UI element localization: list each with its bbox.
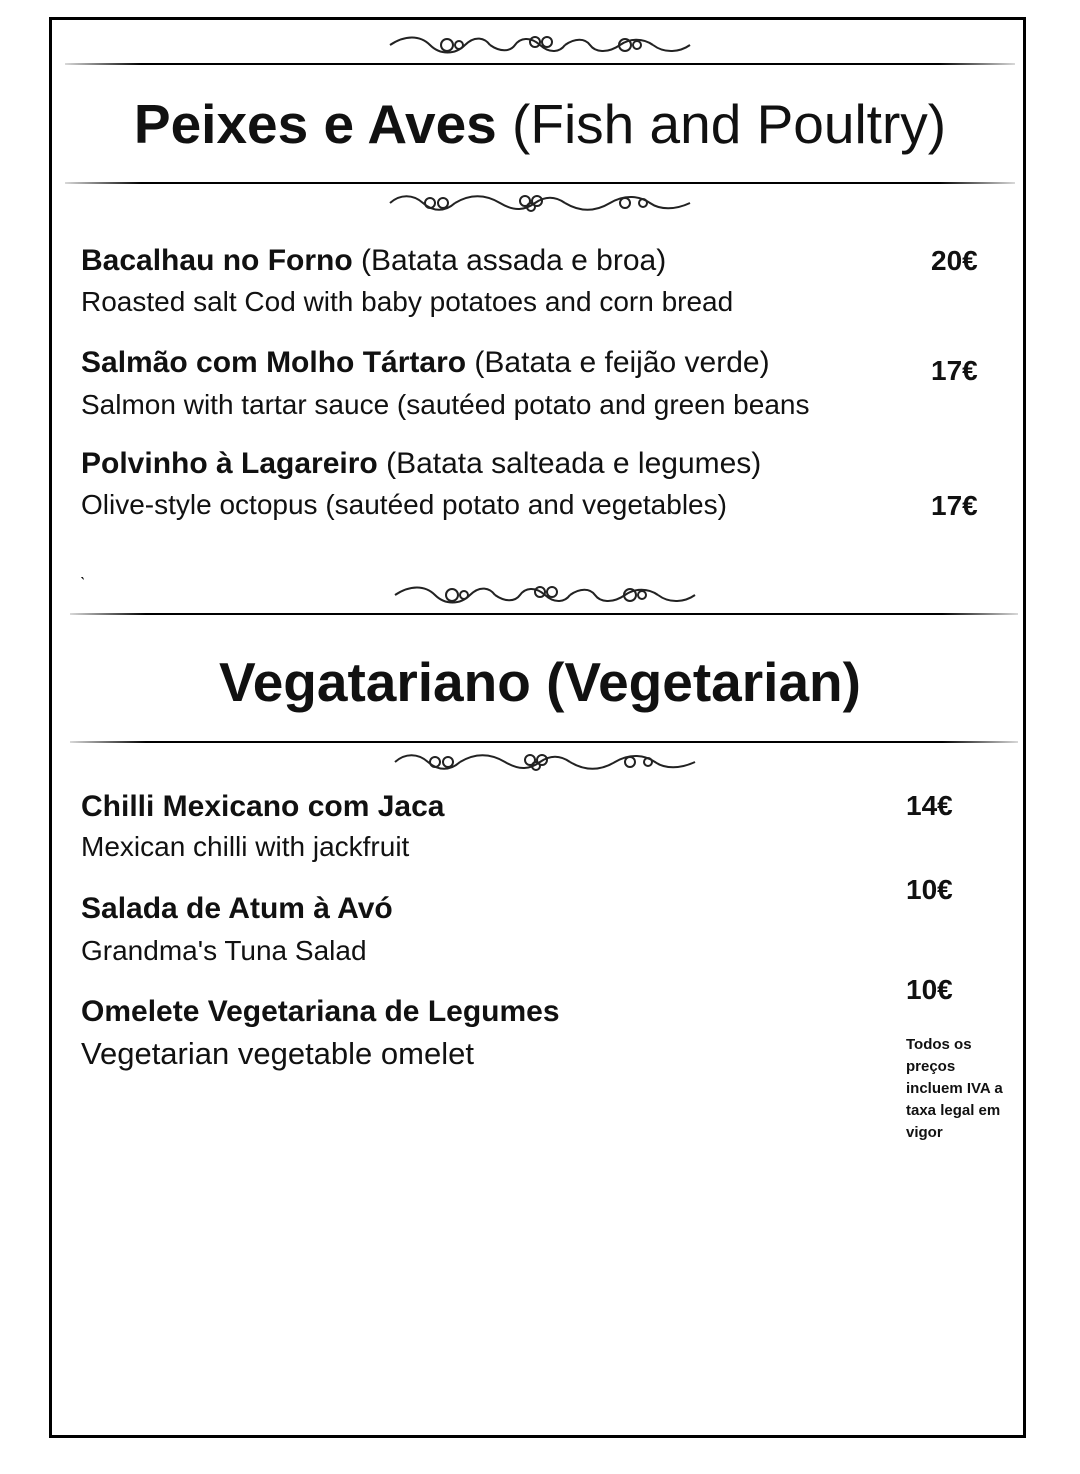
menu-page-border <box>49 17 1026 1438</box>
tax-note-line: preços <box>906 1058 956 1075</box>
menu-item-price: 20€ <box>931 245 978 276</box>
divider-line <box>70 741 1018 743</box>
dish-name: Bacalhau no Forno <box>81 244 353 277</box>
section-title-vegetarian <box>0 650 1080 714</box>
menu-item-price: 10€ <box>906 974 953 1005</box>
dish-side: (Batata assada e broa) <box>361 244 667 277</box>
dish-side: (Batata salteada e legumes) <box>386 447 762 480</box>
menu-item-description: Olive-style octopus (sautéed potato and vegetables) <box>81 489 727 520</box>
dish-name: Omelete Vegetariana de Legumes <box>81 995 560 1028</box>
menu-item-price: 10€ <box>906 874 953 905</box>
menu-item-description: Vegetarian vegetable omelet <box>81 1036 474 1071</box>
section-title-fish <box>0 92 1080 156</box>
tax-note-line: Todos os <box>906 1036 972 1053</box>
section-title-main: Vegatariano (Vegetarian) <box>219 651 861 713</box>
stray-mark: ˎ <box>80 560 86 580</box>
menu-item-name <box>81 891 393 927</box>
tax-note <box>906 1034 1026 1144</box>
divider-line <box>65 182 1015 184</box>
dish-side: (Batata e feijão verde) <box>474 346 770 379</box>
tax-note-line: taxa legal em <box>906 1102 1001 1119</box>
menu-item-name <box>81 345 770 381</box>
menu-item-price: 17€ <box>931 490 978 521</box>
tax-note-line: incluem IVA a <box>906 1080 1003 1097</box>
menu-item-description: Salmon with tartar sauce (sautéed potato and green beans <box>81 389 810 420</box>
menu-item-description: Roasted salt Cod with baby potatoes and corn bread <box>81 286 734 317</box>
menu-item-description: Grandma's Tuna Salad <box>81 935 367 966</box>
menu-item-name <box>81 789 444 825</box>
menu-item-price: 17€ <box>931 355 978 386</box>
menu-item-name <box>81 994 560 1030</box>
scroll-flourish-icon <box>385 30 695 60</box>
menu-item-price: 14€ <box>906 790 953 821</box>
dish-name: Chilli Mexicano com Jaca <box>81 790 445 823</box>
tax-note-line: vigor <box>906 1124 943 1141</box>
divider-line <box>70 613 1018 615</box>
dish-name: Salada de Atum à Avó <box>81 892 393 925</box>
menu-item-name <box>81 243 666 279</box>
section-title-sub: (Fish and Poultry) <box>512 93 947 155</box>
section-title-main: Peixes e Aves <box>133 93 497 155</box>
scroll-flourish-icon <box>390 580 700 610</box>
scroll-flourish-icon <box>390 749 700 775</box>
divider-line <box>65 63 1015 65</box>
menu-item-description: Mexican chilli with jackfruit <box>81 831 410 862</box>
dish-name: Salmão com Molho Tártaro <box>81 346 467 379</box>
dish-name: Polvinho à Lagareiro <box>81 447 378 480</box>
menu-item-name <box>81 446 761 482</box>
scroll-flourish-icon <box>385 190 695 216</box>
